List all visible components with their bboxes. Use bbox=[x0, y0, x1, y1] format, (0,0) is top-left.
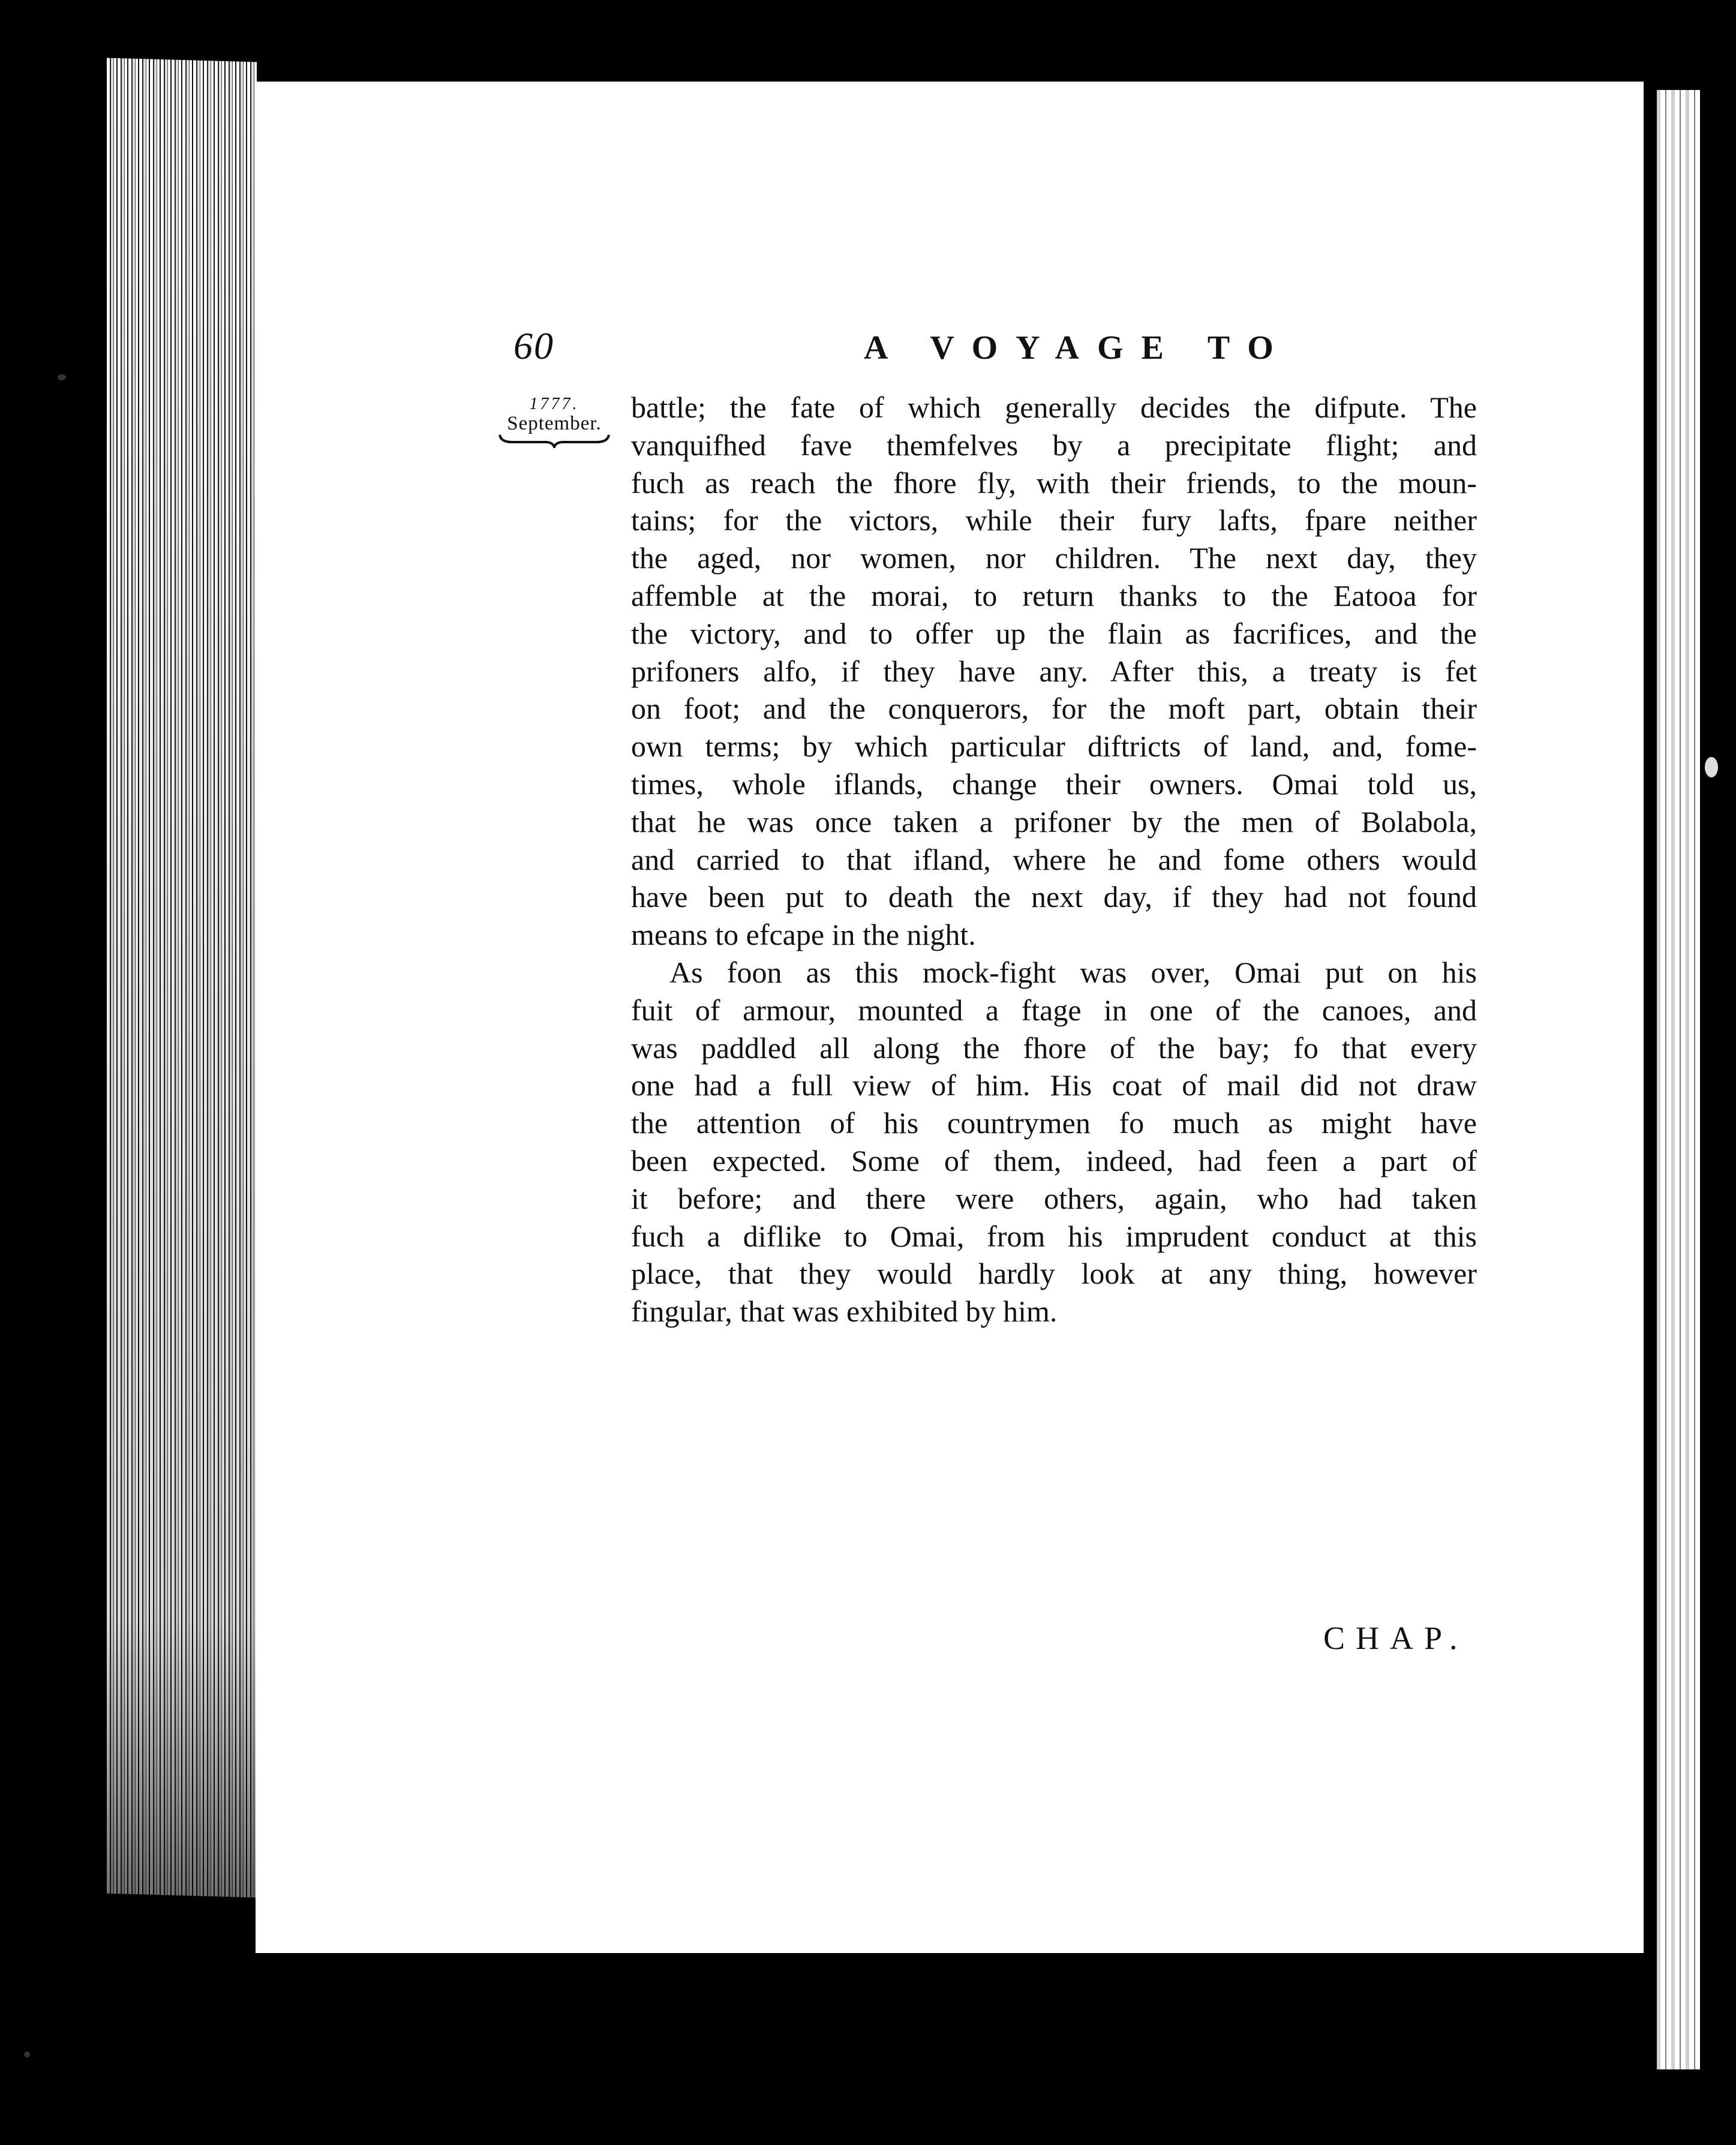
text-line: the aged, nor women, nor children. The next day, they bbox=[631, 541, 1477, 575]
text-line: been expected. Some of them, indeed, had feen a part of bbox=[631, 1143, 1477, 1177]
text-line: the victory, and to offer up the flain as facrifices, and the bbox=[631, 616, 1477, 650]
page-number: 60 bbox=[513, 325, 554, 367]
text-line: fuch as reach the fhore fly, with their friends, to the moun- bbox=[631, 465, 1477, 500]
text-line: vanquifhed fave themfelves by a precipitate flight; and bbox=[631, 428, 1477, 462]
text-line: fuit of armour, mounted a ftage in one of the canoes, and bbox=[631, 993, 1477, 1027]
paragraph-1 bbox=[631, 389, 1477, 954]
text-line: own terms; by which particular diftricts of land, and, fome- bbox=[631, 729, 1477, 764]
body-text bbox=[631, 389, 1477, 1330]
text-line: affemble at the morai, to return thanks to the Eatooa for bbox=[631, 578, 1477, 612]
text-line: have been put to death the next day, if they had not found bbox=[631, 880, 1477, 914]
text-line: tains; for the victors, while their fury lafts, fpare neither bbox=[631, 503, 1477, 537]
scan-speck bbox=[58, 374, 66, 380]
text-line: prifoners alfo, if they have any. After this, a treaty is fet bbox=[631, 654, 1477, 688]
margin-date-note bbox=[495, 395, 613, 448]
margin-month: September. bbox=[507, 413, 602, 434]
margin-year: 1777. bbox=[529, 395, 579, 413]
running-head: A VOYAGE TO bbox=[864, 329, 1292, 366]
text-line: on foot; and the conquerors, for the moft part, obtain their bbox=[631, 692, 1477, 726]
text-line: and carried to that ifland, where he and fome others would bbox=[631, 842, 1477, 876]
text-line: it before; and there were others, again, who had taken bbox=[631, 1181, 1477, 1215]
text-line: fuch a diflike to Omai, from his imprudent conduct at this bbox=[631, 1219, 1477, 1253]
text-line: place, that they would hardly look at any thing, however bbox=[631, 1257, 1477, 1291]
text-line: the attention of his countrymen fo much as might have bbox=[631, 1106, 1477, 1140]
text-line: battle; the fate of which generally decides the difpute. The bbox=[631, 390, 1477, 424]
left-page-edges-shadow bbox=[107, 58, 258, 1897]
text-line: As foon as this mock-fight was over, Omai put on his bbox=[669, 955, 1477, 989]
catchword: CHAP. bbox=[1323, 1620, 1468, 1656]
text-line: times, whole iflands, change their owners. Omai told us, bbox=[631, 767, 1477, 801]
right-page-edges bbox=[1657, 90, 1700, 2069]
text-line: was paddled all along the fhore of the bay; fo that every bbox=[631, 1031, 1477, 1065]
text-line: that he was once taken a prifoner by the men of Bolabola, bbox=[631, 804, 1477, 839]
paragraph-2 bbox=[631, 954, 1477, 1330]
scan-speck bbox=[24, 2051, 30, 2057]
text-line: means to efcape in the night. bbox=[631, 918, 976, 952]
text-line: one had a full view of him. His coat of mail did not draw bbox=[631, 1068, 1477, 1102]
text-line: fingular, that was exhibited by him. bbox=[631, 1294, 1058, 1329]
scan-speck bbox=[1705, 757, 1718, 777]
